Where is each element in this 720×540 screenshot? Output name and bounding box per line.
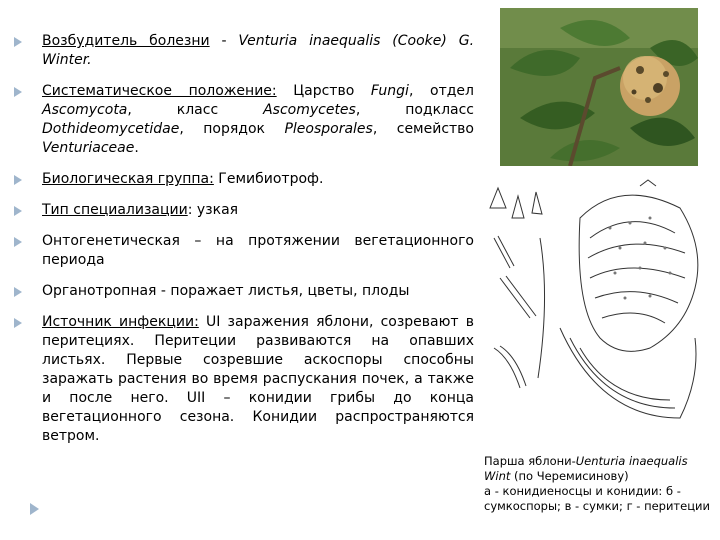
arrow-bullet-icon: [14, 37, 22, 47]
item-text: , класс: [127, 102, 264, 118]
arrow-bullet-icon: [14, 318, 22, 328]
bullet-list: [14, 32, 474, 458]
pathogen-structures-drawing: [480, 178, 708, 442]
apple-branch-illustration: [500, 8, 698, 166]
item-label: Возбудитель болезни: [42, 33, 210, 49]
item-text: UI заражения яблони, созревают в перитециях. Перитеции развиваются на опавших листьях. Первые созревшие аскоспоры способны заражать растения во время распускания почек, а также и после него. UII – конидии грибы до конца вегетационного сезона. Конидии распространяются ветром.: [42, 314, 474, 444]
item-text: .: [134, 140, 139, 156]
figure-caption: [484, 454, 716, 514]
list-item-specialization: [14, 201, 474, 220]
item-text: Органотропная - поражает листья, цветы, плоды: [42, 283, 410, 299]
caption-text: Парша яблони-: [484, 454, 576, 468]
list-item-infection-source: [14, 313, 474, 446]
arrow-bullet-icon: [14, 175, 22, 185]
item-text: , отдел: [408, 83, 474, 99]
microscopy-sketch: [480, 178, 708, 442]
caption-source: (по Черемисинову): [510, 469, 629, 483]
arrow-bullet-icon: [14, 287, 22, 297]
arrow-bullet-icon: [14, 206, 22, 216]
item-text-italic: Ascomycota: [42, 102, 128, 118]
item-text: Царство: [276, 83, 371, 99]
list-item-organotropic: [14, 282, 474, 301]
item-text: : узкая: [187, 202, 239, 218]
item-label: Биологическая группа:: [42, 171, 214, 187]
list-item-pathogen: [14, 32, 474, 70]
item-label: Систематическое положение:: [42, 83, 277, 99]
arrow-bullet-icon: [14, 237, 22, 247]
item-text-italic: Fungi: [370, 83, 409, 99]
item-separator: -: [209, 33, 239, 49]
item-text: Онтогенетическая – на протяжении вегетационного периода: [42, 233, 474, 268]
list-item-bio-group: [14, 170, 474, 189]
item-label: Источник инфекции:: [42, 314, 199, 330]
arrow-bullet-icon: [14, 87, 22, 97]
item-text-italic: Dothideomycetidae: [42, 121, 180, 137]
list-item-ontogenetic: [14, 232, 474, 270]
nav-arrow-icon[interactable]: [30, 503, 39, 515]
caption-species: Uenturia inaequalis Wint: [484, 454, 688, 483]
item-text-italic: Pleosporales: [284, 121, 373, 137]
item-text-italic: Venturiaceae: [42, 140, 135, 156]
item-label: Тип специализации: [42, 202, 188, 218]
item-text: Гемибиотроф.: [213, 171, 324, 187]
item-text: , семейство: [372, 121, 474, 137]
item-text: , порядок: [179, 121, 285, 137]
item-text-italic: Ascomycetes: [263, 102, 356, 118]
apple-scab-photo: [500, 8, 698, 166]
item-text: Venturia inaequalis (Cooke) G. Winter.: [42, 33, 475, 68]
item-text: , подкласс: [355, 102, 474, 118]
caption-legend: а - конидиеносцы и конидии: б - сумкоспоры; в - сумки; г - перитеции: [484, 484, 710, 513]
list-item-taxonomy: [14, 82, 474, 158]
